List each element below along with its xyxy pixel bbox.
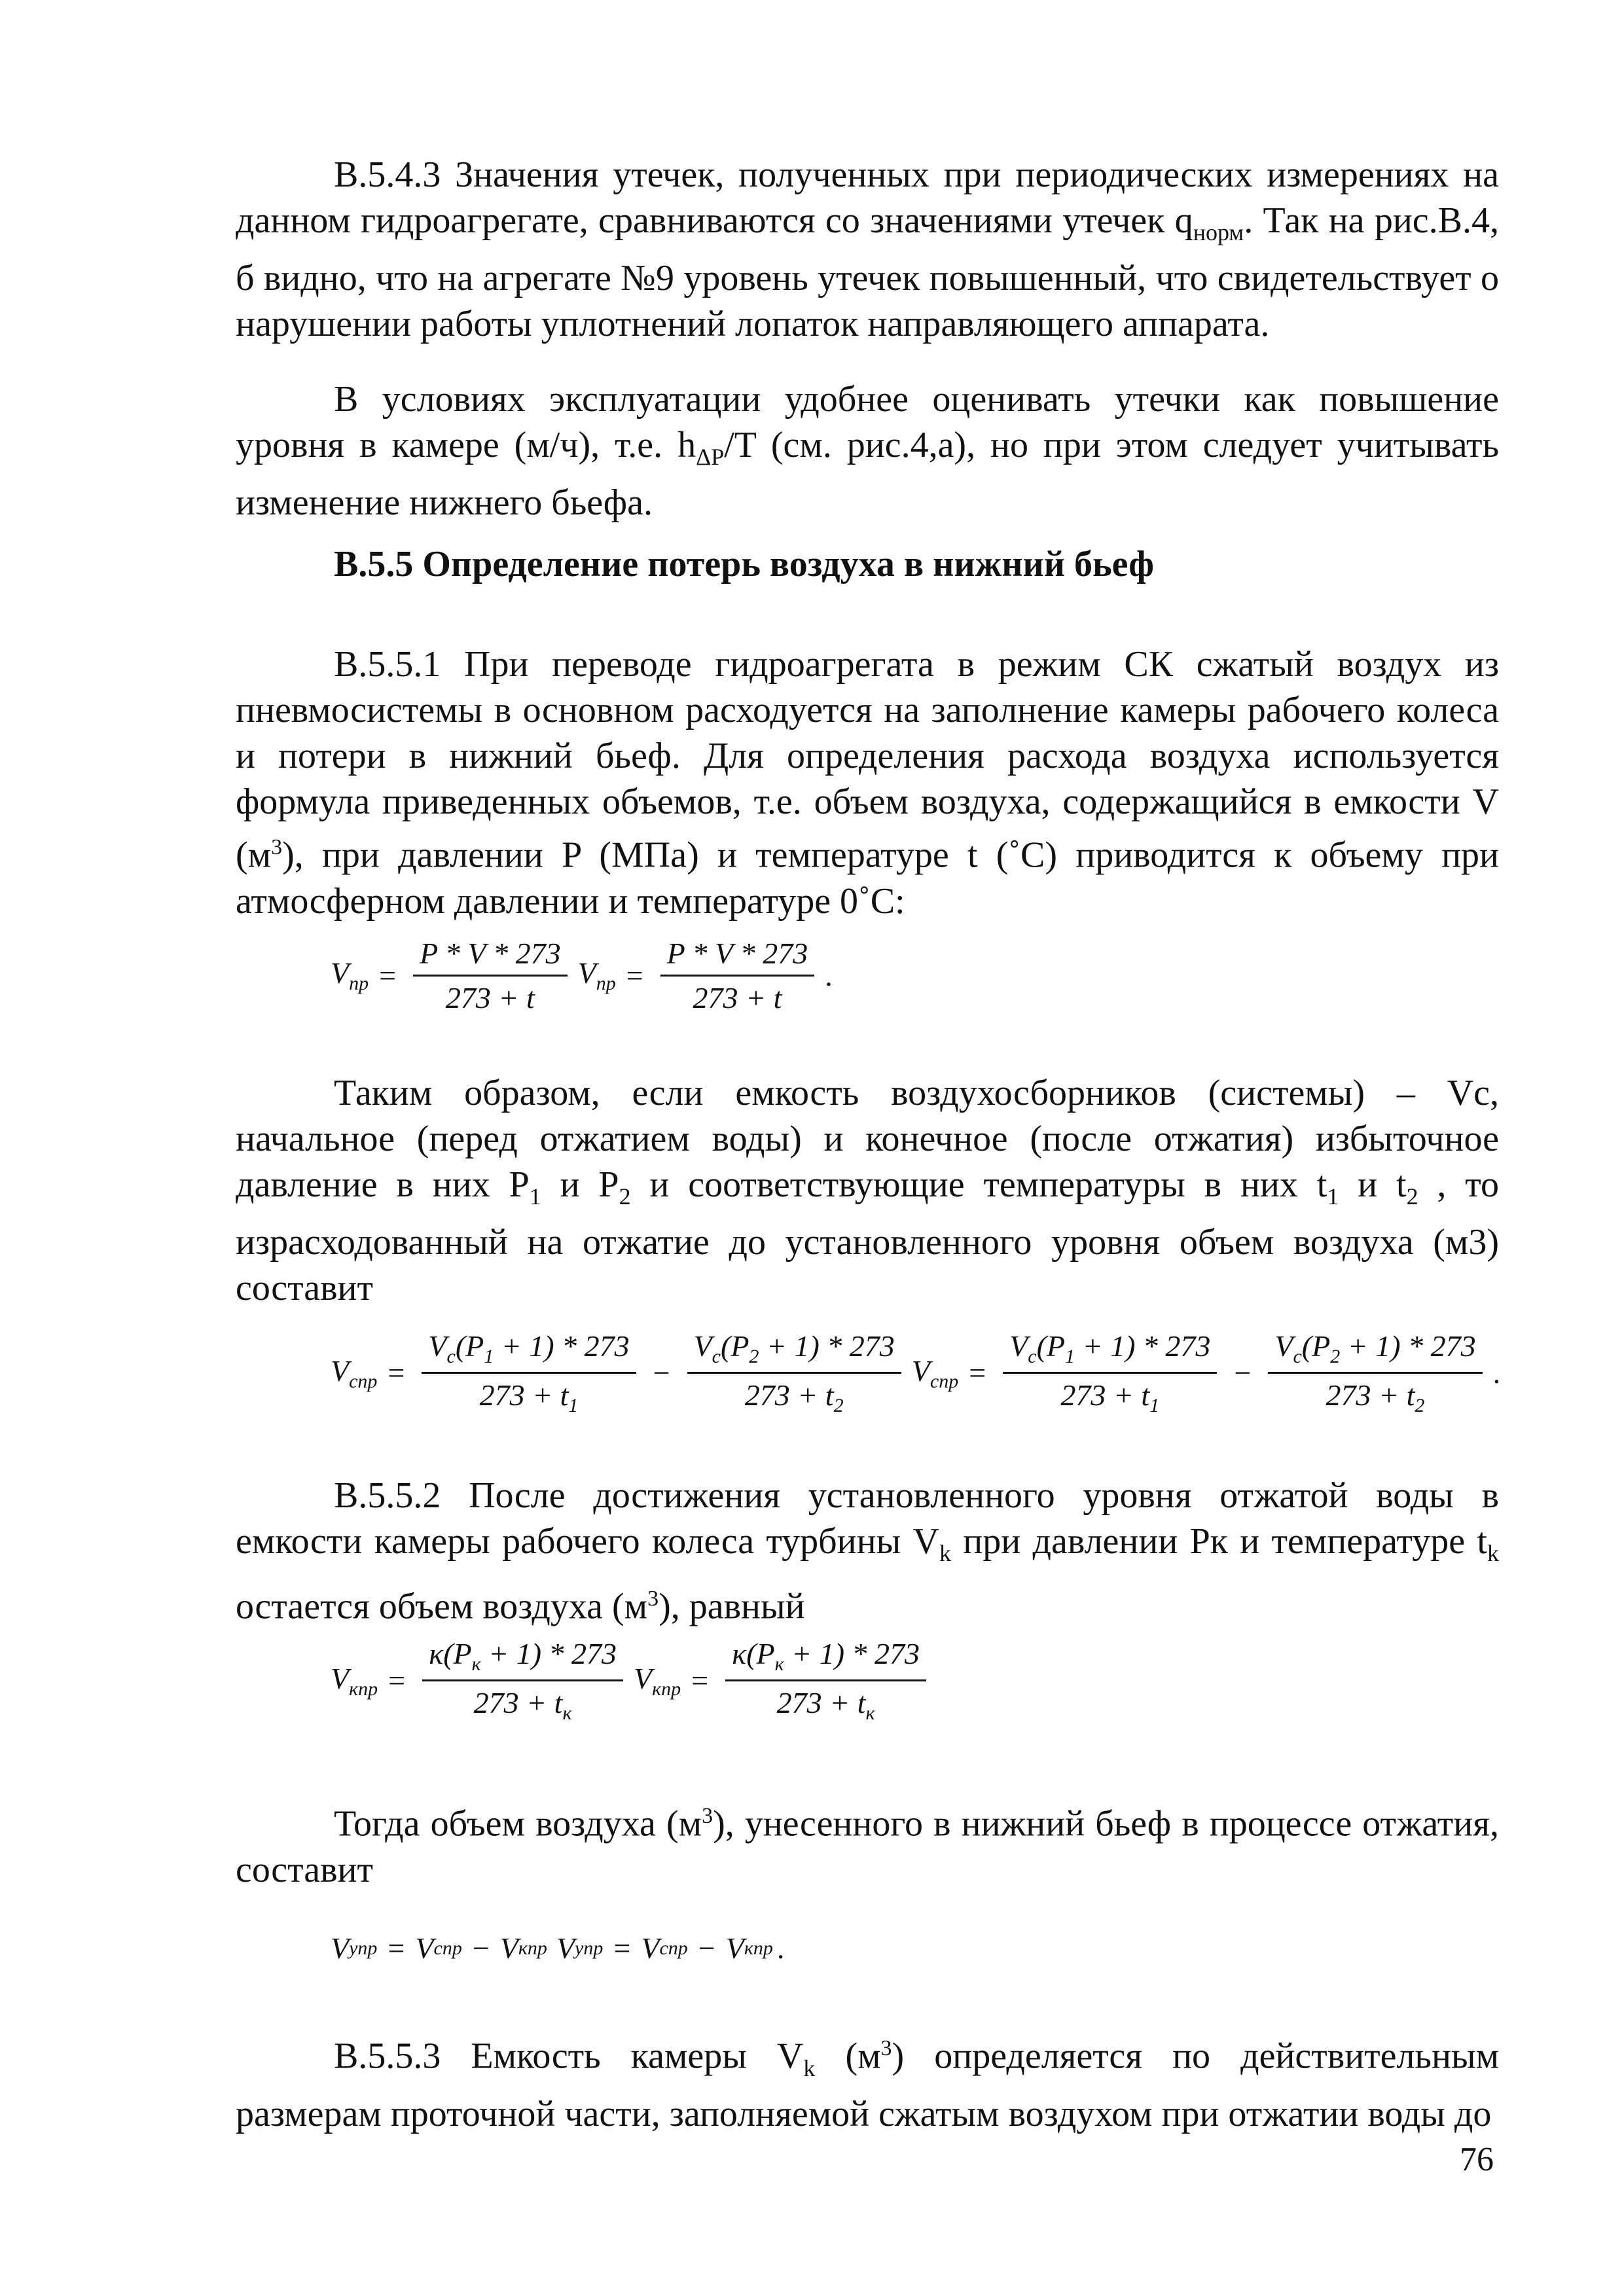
formula-fraction-initial: $\frac{V_c(P_1 + 1) * 273}{273 + t_1}$	[422, 1329, 636, 1417]
paragraph-b543: В.5.4.3 Значения утечек, полученных при периодических измерениях на данном гидроагрегате, сравниваются со значениями утечек $q_{норм}$. Так на рис.В.4, б видно, что на агрегате №9 уровень утечек повышенный, что свидетельствует о нарушении работы уплотнений лопаток направляющего аппарата.	[236, 154, 1500, 345]
formula-fraction-initial-repeat: $\frac{V_c(P_1 + 1) * 273}{273 + t_1}$	[1003, 1329, 1217, 1417]
formula-reduced-volume: $V_{пр}$ = $\frac{P * V * 273}{273 + t}$ $V_{пр}$ = $\frac{P * V * 273}{273 + t}$ .	[331, 937, 833, 1014]
formula-fraction-repeat: $\frac{\kappa(P_к + 1) * 273}{273 + t_к}$	[725, 1636, 926, 1725]
formula-fraction: $\frac{\kappa(P_к + 1) * 273}{273 + t_к}$	[422, 1636, 623, 1725]
paragraph-b553: В.5.5.3 Емкость камеры $V_k$ $(м^3)$ определяется по действительным размерам проточной части, заполняемой сжатым воздухом при отжатии воды до	[236, 2036, 1500, 2134]
formula-fraction-final-repeat: $\frac{V_c(P_2 + 1) * 273}{273 + t_2}$	[1268, 1329, 1482, 1417]
formula-lhs-repeat: $V_{пр}$	[577, 956, 616, 995]
formula-fraction-repeat: $\frac{P * V * 273}{273 + t}$	[660, 936, 815, 1015]
paragraph-operation: В условиях эксплуатации удобнее оценивать утечки как повышение уровня в камере (м/ч), т.е. $h_{\Delta P}/T$ (см. рис.4,а), но при этом следует учитывать изменение нижнего бьефа.	[236, 379, 1500, 524]
formula-lhs: $V_{пр}$	[331, 956, 369, 995]
paragraph-lost-air: Тогда объем воздуха $(м^3)$, унесенного в нижний бьеф в процессе отжатия, составит	[236, 1803, 1500, 1890]
formula-fraction-final: $\frac{V_c(P_2 + 1) * 273}{273 + t_2}$	[687, 1329, 901, 1417]
paragraph-b551: В.5.5.1 При переводе гидроагрегата в режим СК сжатый воздух из пневмосистемы в основном расходуется на заполнение камеры рабочего колеса и потери в нижний бьеф. Для определения расхода воздуха используется формула приведенных объемов, т.е. объем воздуха, содержащийся в емкости V $(м^3)$, при давлении P (МПа) и температуре t (˚С) приводится к объему при атмосферном давлении и температуре 0˚С:	[236, 644, 1499, 922]
formula-lost-air: V упр = V спр − V кпр V упр = V спр − V кпр .	[331, 1931, 785, 1965]
formula-remaining-air: $V_{кпр}$ = $\frac{\kappa(P_к + 1) * 273}{273 + t_к}$ $V_{кпр}$ = $\frac{\kappa(P_к + 1) * 273}{273 + t_к}$	[331, 1636, 933, 1725]
section-heading-b55: В.5.5 Определение потерь воздуха в нижний бьеф	[334, 544, 1154, 584]
formula-lhs: $V_{спр}$	[331, 1354, 378, 1392]
page-number: 76	[1460, 2141, 1494, 2178]
formula-consumed-air: $V_{спр}$ = $\frac{V_c(P_1 + 1) * 273}{273 + t_1}$ − $\frac{V_c(P_2 + 1) * 273}{273 + t_2}$ $V_{спр}$ = $\frac{V_c(P_1 + 1) * 273}{273 + t_1}$ − $\frac{V_c(P_2 + 1) * 273}{273 + t_2}$ .	[331, 1329, 1501, 1417]
paragraph-b552: В.5.5.2 После достижения установленного уровня отжатой воды в емкости камеры рабочего колеса турбины $V_k$ при давлении Pк и температуре $t_k$ остается объем воздуха $(м^3)$, равный	[236, 1475, 1499, 1627]
formula-lhs: $V_{кпр}$	[331, 1661, 378, 1700]
formula-lhs-repeat: $V_{спр}$	[911, 1354, 959, 1392]
formula-fraction: $\frac{P * V * 273}{273 + t}$	[413, 936, 568, 1015]
paragraph-air-volume: Таким образом, если емкость воздухосборников (системы) – Vс, начальное (перед отжатием воды) и конечное (после отжатия) избыточное давление в них $P_1$ и $P_2$ и соответствующие температуры в них $t_1$ и $t_2$ , то израсходованный на отжатие до установленного уровня объем воздуха (м3) составит	[236, 1073, 1500, 1309]
formula-lhs-repeat: $V_{кпр}$	[634, 1661, 681, 1700]
